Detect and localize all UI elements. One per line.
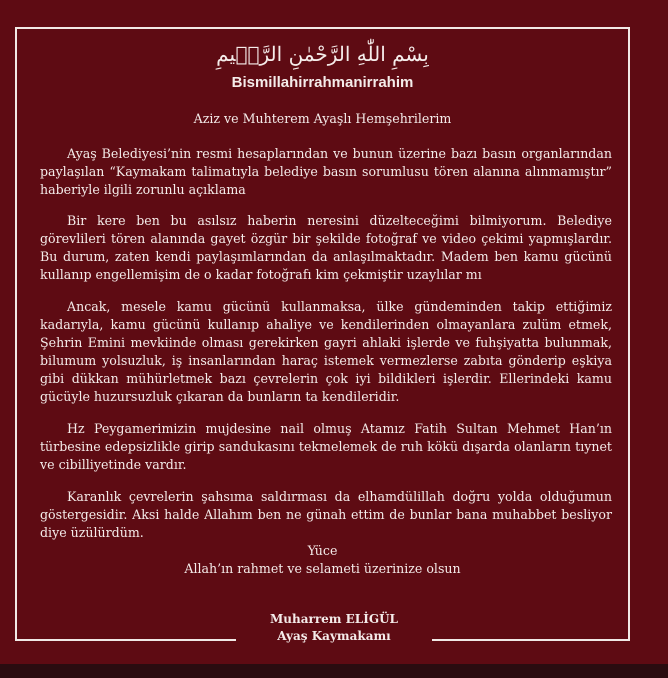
- paragraph-3-text: Ancak, mesele kamu gücünü kullanmaksa, ülke gündeminden takip ettiğimiz kadarıyla, kamu gücünü kullanıp ahaliye ve kendilerinden olmayanlara zulüm etmek, Şehrin Emini mevkiinde olması gerekirken gayri ahlaki işlerde ve fuhşiyatta bulunmak, bilumum yolsuzluk, iş insanlarından haraç istemek vermezlerse zabıta gönderip eşkiya gibi dükkan mühürletmek bazı çevrelerin çok iyi bildikleri işlerdir. Ellerindeki kamu gücüyle huzursuzluk çıkaran da bunların ta kendileridir.: [40, 299, 612, 404]
- paragraph-2: [40, 212, 612, 284]
- paragraph-4-text: Hz Peygamerimizin mujdesine nail olmuş Atamız Fatih Sultan Mehmet Han’ın türbesine edepsizlikle girip sandukasını tekmelemek de ruh kökü dışarda olanların tıynet ve cibilliyetinde vardır.: [40, 421, 612, 472]
- signature-name: Muharrem ELİGÜL: [269, 612, 398, 626]
- paragraph-1: [40, 145, 612, 199]
- closing-yuce: Yüce: [307, 543, 338, 558]
- paragraph-5: [40, 488, 612, 542]
- paragraph-1-text: Ayaş Belediyesi’nin resmi hesaplarından ve bunun üzerine bazı basın organlarından paylaşılan “Kaymakam talimatıyla belediye basın sorumlusu tören alanına alınmamıştır” haberiyle ilgili zorunlu açıklama: [40, 146, 612, 197]
- paragraph-2-text: Bir kere ben bu asılsız haberin neresini düzelteceğimi bilmiyorum. Belediye görevlileri tören alanında gayet özgür bir şekilde fotoğraf ve video çekimi yapmışlardır. Bu durum, zaten kendi paylaşımlarından da anlaşılmaktadır. Madem ben kamu gücünü kullanıp engellemişim de o kadar fotoğrafı kim çekmiştir uzaylılar mı: [40, 213, 612, 282]
- bismillah-heading: Bismillahirrahmanirrahim: [231, 74, 414, 91]
- arabic-basmala: بِسْمِ اللّٰهِ الرَّحْمٰنِ الرَّح۪يمِ: [216, 42, 429, 66]
- closing-blessing: Allah’ın rahmet ve selameti üzerinize olsun: [184, 561, 461, 576]
- paragraph-5-text: Karanlık çevrelerin şahsıma saldırması da elhamdülillah doğru yolda olduğumun göstergesidir. Aksi halde Allahım ben ne günah ettim de bunlar bana muhabbet besliyor diye üzülürdüm.: [40, 489, 612, 540]
- greeting-line: Aziz ve Muhterem Ayaşlı Hemşehrilerim: [193, 111, 452, 126]
- paragraph-4: [40, 420, 612, 474]
- frame-bottom-right-line: [432, 639, 630, 641]
- frame-bottom-left-line: [15, 639, 236, 641]
- signature-title: Ayaş Kaymakamı: [277, 629, 391, 643]
- paragraph-3: [40, 298, 612, 406]
- bottom-strip: [0, 664, 668, 678]
